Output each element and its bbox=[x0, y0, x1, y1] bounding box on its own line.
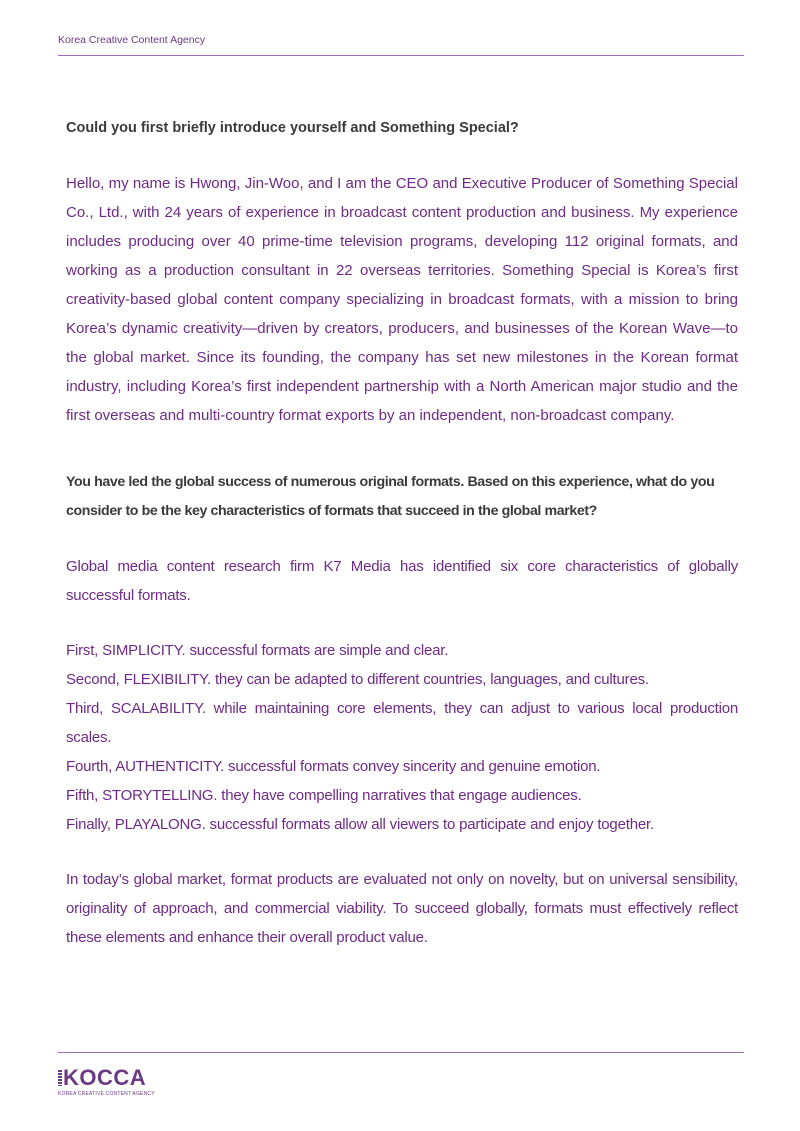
answer-2-intro: Global media content research firm K7 Media has identified six core characteristics of globally successful formats. bbox=[66, 558, 738, 604]
logo-stripes-icon bbox=[58, 1070, 62, 1086]
answer-1: Hello, my name is Hwong, Jin-Woo, and I am the CEO and Executive Producer of Something Special Co., Ltd., with 24 years of experience in broadcast content production and business. My experience includes producing over 40 prime-time television programs, developing 112 original formats, and working as a production consultant in 22 overseas territories. Something Special is Korea’s first creativity-based global content company specializing in broadcast formats, with a mission to bring Korea’s dynamic creativity—driven by creators, producers, and businesses of the Korean Wave—to the global market. Since its founding, the company has set new milestones in the Korean format industry, including Korea’s first independent partnership with a North American major studio and the first overseas and multi-country format exports by an independent, non-broadcast company. bbox=[66, 175, 738, 424]
logo-subtitle: KOREA CREATIVE CONTENT AGENCY bbox=[58, 1091, 155, 1097]
kocca-logo bbox=[58, 1067, 155, 1097]
characteristic-item: Third, SCALABILITY. while maintaining core elements, they can adjust to various local production scales. bbox=[66, 700, 738, 746]
characteristic-item: Second, FLEXIBILITY. they can be adapted to different countries, languages, and cultures. bbox=[66, 671, 649, 688]
characteristic-item: First, SIMPLICITY. successful formats are simple and clear. bbox=[66, 642, 449, 659]
characteristic-item: Fifth, STORYTELLING. they have compelling narratives that engage audiences. bbox=[66, 787, 582, 804]
characteristics-list bbox=[66, 636, 738, 839]
footer-divider bbox=[58, 1052, 744, 1053]
logo-wordmark: KOCCA bbox=[63, 1065, 147, 1090]
page-header-org-name: Korea Creative Content Agency bbox=[58, 34, 206, 46]
answer-2-conclusion: In today’s global market, format products are evaluated not only on novelty, but on universal sensibility, originality of approach, and commercial viability. To succeed globally, formats must effectively reflect these elements and enhance their overall product value. bbox=[66, 871, 738, 946]
interview-content bbox=[66, 114, 738, 952]
characteristic-item: Finally, PLAYALONG. successful formats allow all viewers to participate and enjoy together. bbox=[66, 816, 654, 833]
question-1: Could you first briefly introduce yourself and Something Special? bbox=[66, 120, 519, 136]
characteristic-item: Fourth, AUTHENTICITY. successful formats convey sincerity and genuine emotion. bbox=[66, 758, 601, 775]
question-2: You have led the global success of numerous original formats. Based on this experience, what do you consider to be the key characteristics of formats that succeed in the global market? bbox=[66, 474, 715, 519]
header-divider bbox=[58, 55, 744, 56]
